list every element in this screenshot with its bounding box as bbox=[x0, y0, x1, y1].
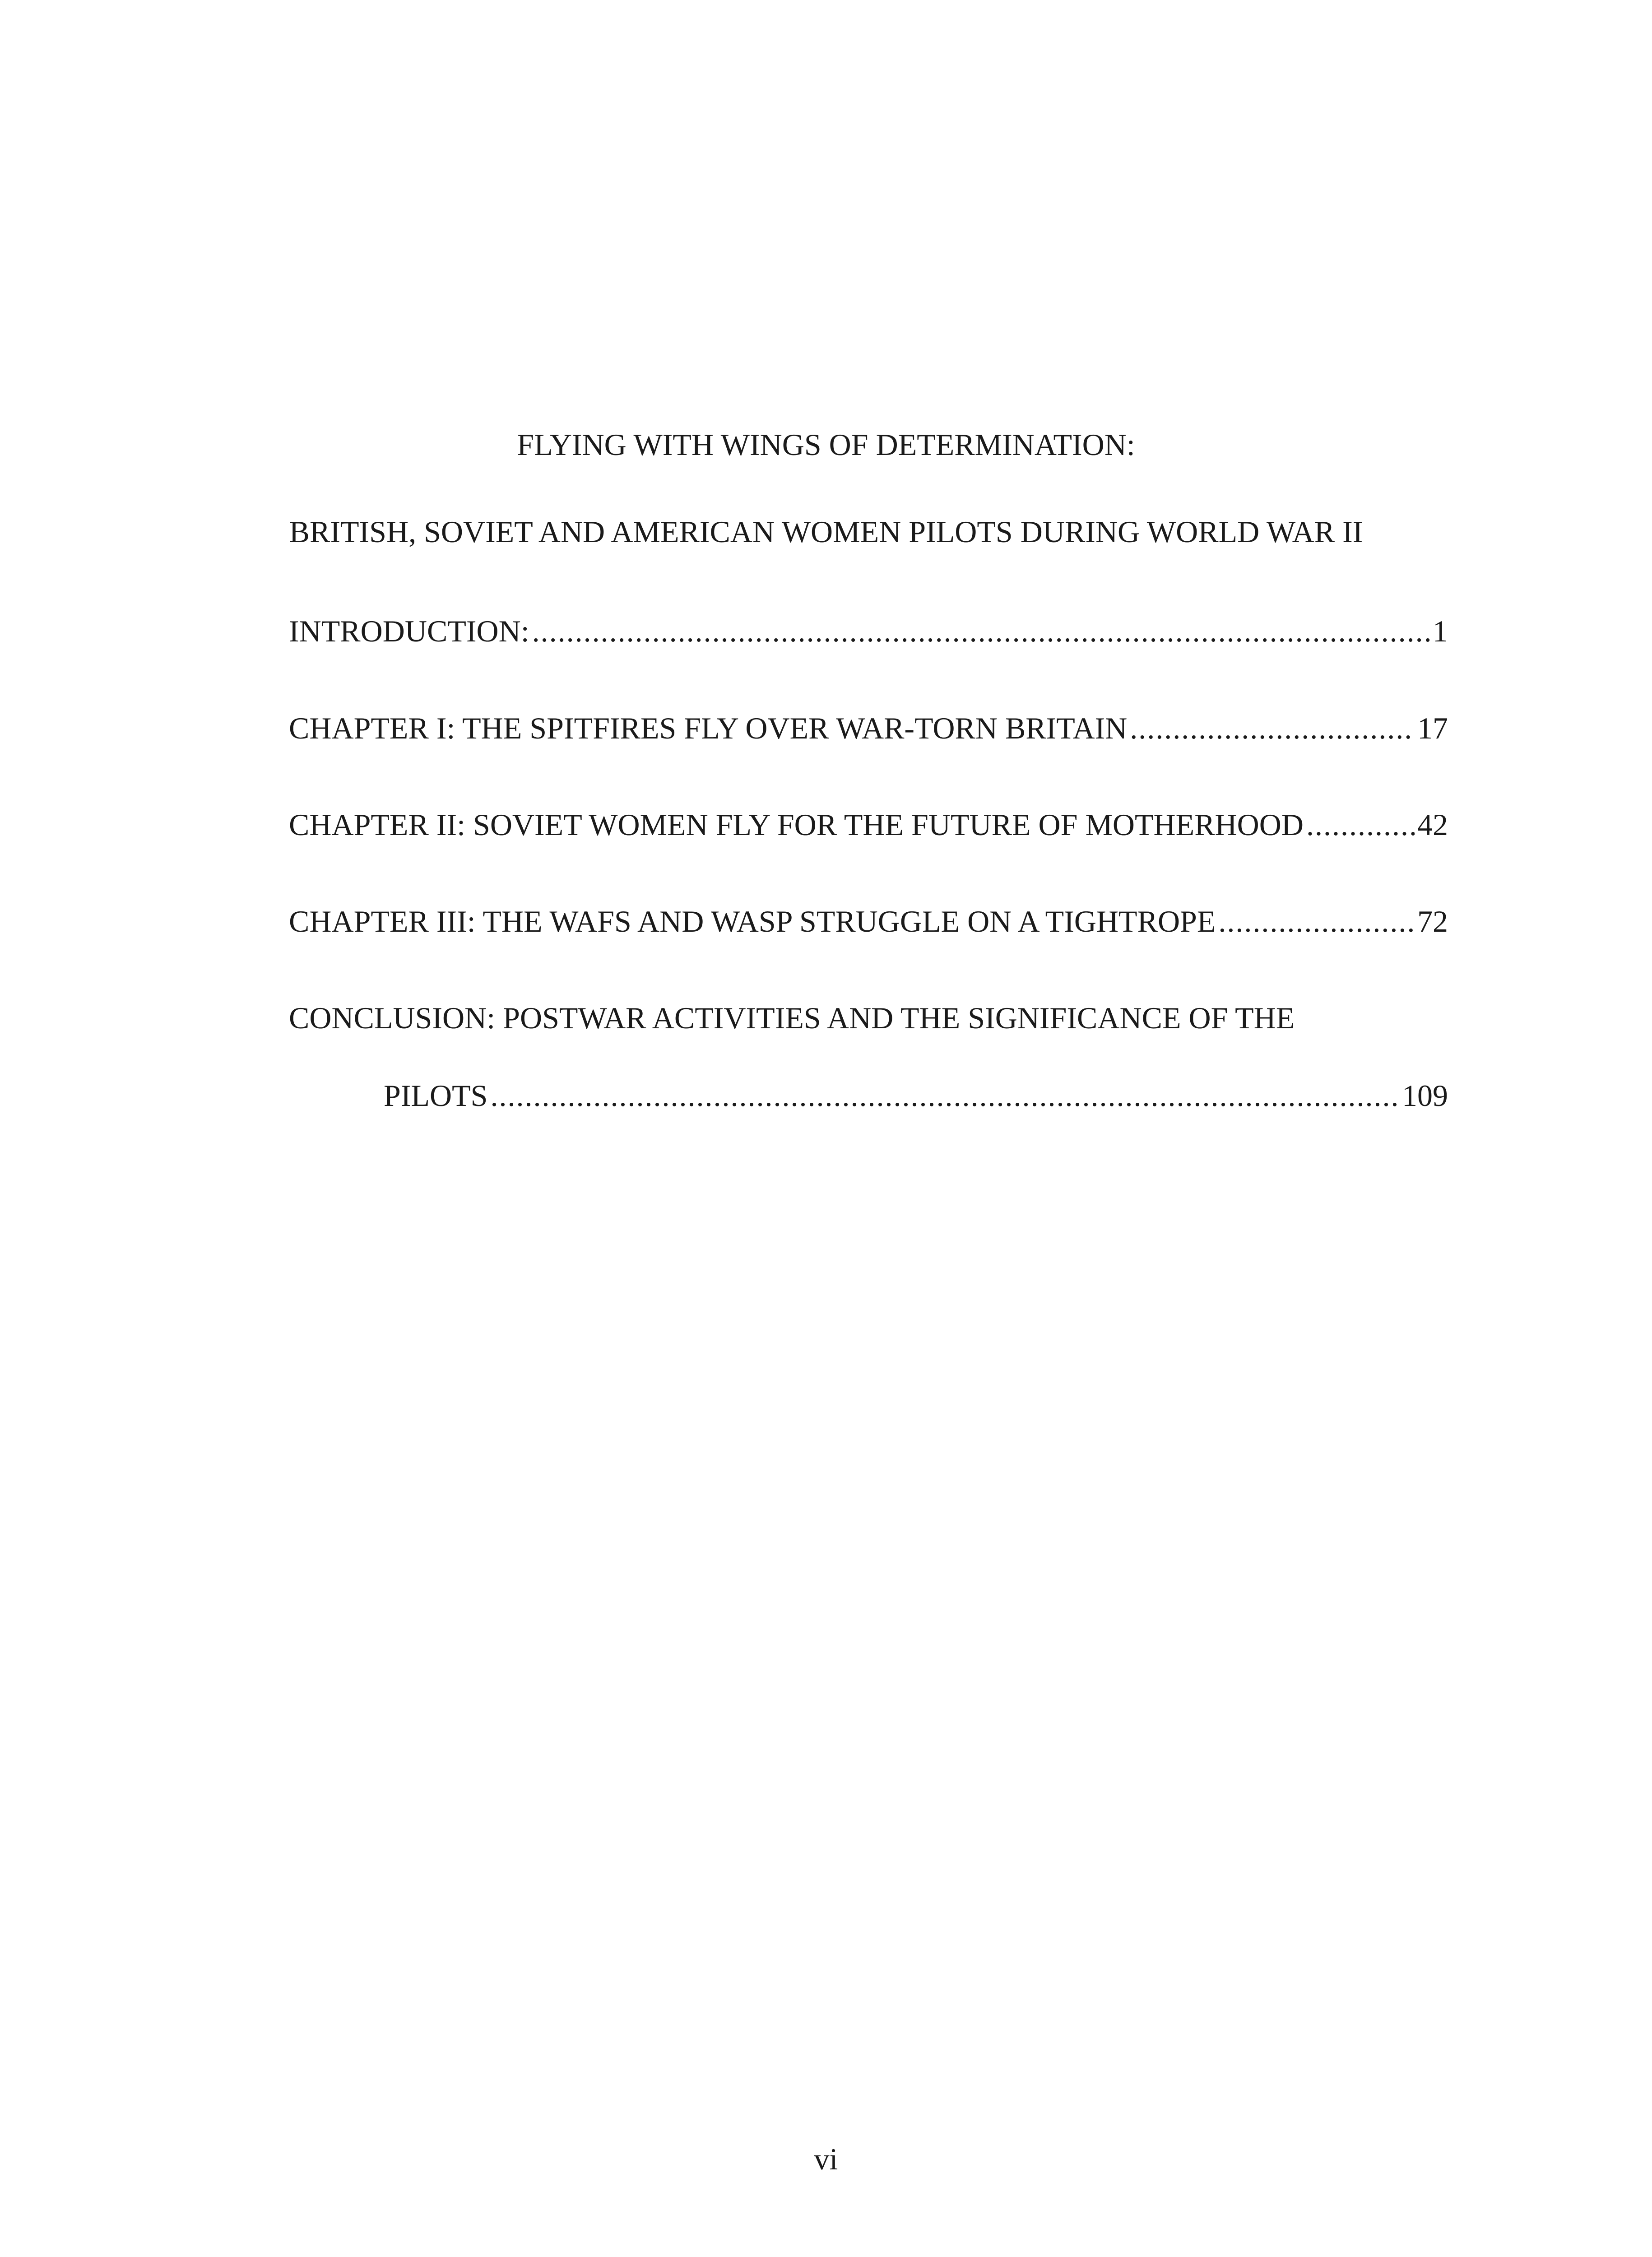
toc-entry-conclusion bbox=[384, 1077, 1448, 1114]
dot-leader bbox=[1306, 807, 1415, 843]
toc-entry-chapter-2 bbox=[289, 807, 1448, 843]
dot-leader bbox=[532, 613, 1430, 649]
toc-entry-label: INTRODUCTION: bbox=[289, 614, 529, 648]
toc-entry-introduction bbox=[289, 613, 1448, 649]
toc-page-number: 1 bbox=[1433, 614, 1448, 648]
toc-page-number: 109 bbox=[1402, 1078, 1448, 1113]
dot-leader bbox=[490, 1077, 1399, 1114]
toc-page-number: 17 bbox=[1417, 711, 1448, 745]
toc-entry-label: CHAPTER I: THE SPITFIRES FLY OVER WAR-TORN BRITAIN bbox=[289, 711, 1128, 745]
toc-entry-label: CHAPTER III: THE WAFS AND WASP STRUGGLE ON A TIGHTROPE bbox=[289, 904, 1216, 938]
toc-entry-chapter-3 bbox=[289, 903, 1448, 939]
page-title-line-2: BRITISH, SOVIET AND AMERICAN WOMEN PILOTS DURING WORLD WAR II bbox=[289, 515, 1363, 549]
page-title-line-1: FLYING WITH WINGS OF DETERMINATION: bbox=[517, 427, 1135, 462]
page-number: vi bbox=[814, 2142, 838, 2176]
toc-entry-conclusion-label-line-1: CONCLUSION: POSTWAR ACTIVITIES AND THE SIGNIFICANCE OF THE bbox=[289, 1001, 1295, 1035]
dot-leader bbox=[1130, 710, 1415, 746]
toc-entry-chapter-1 bbox=[289, 710, 1448, 746]
dot-leader bbox=[1218, 903, 1415, 939]
toc-entry-label: CHAPTER II: SOVIET WOMEN FLY FOR THE FUTURE OF MOTHERHOOD bbox=[289, 808, 1304, 842]
toc-page-number: 42 bbox=[1417, 808, 1448, 842]
toc-page-number: 72 bbox=[1417, 904, 1448, 938]
toc-entry-label: PILOTS bbox=[384, 1078, 488, 1113]
